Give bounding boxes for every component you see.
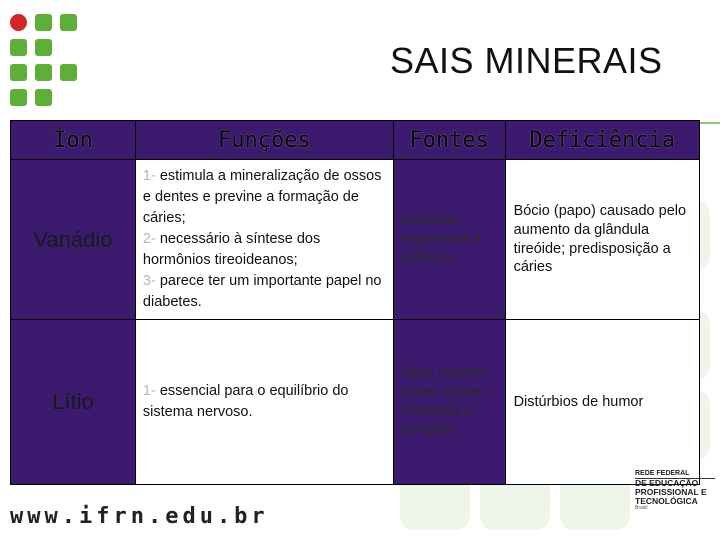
rede-federal-badge: REDE FEDERAL DE EDUCAÇÃO PROFISSIONAL E TECNOLÓGICA Brasil	[635, 470, 715, 511]
deficiency-cell: Bócio (papo) causado pelo aumento da glândula tireóide; predisposição a cáries	[505, 160, 699, 320]
functions-cell	[135, 160, 393, 320]
sources-cell: Água mineral, algas, couve, mostarda e gengibre	[393, 320, 505, 485]
table-row	[11, 160, 700, 320]
deficiency-cell: Distúrbios de humor	[505, 320, 699, 485]
ion-cell: Vanádio	[11, 160, 136, 320]
header-sources: Fontes	[393, 121, 505, 160]
ifrn-logo	[10, 14, 80, 110]
header-deficiency: Deficiência	[505, 121, 699, 160]
table-row	[11, 320, 700, 485]
ion-cell: Lítio	[11, 320, 136, 485]
logo-circle	[10, 14, 27, 31]
table-header-row	[11, 121, 700, 160]
function-item: 1- estimula a mineralização de ossos e dentes e previne a formação de cáries;	[142, 168, 382, 227]
function-item: 2- necessário à síntese dos hormônios tireoideanos;	[142, 231, 321, 269]
functions-cell	[135, 320, 393, 485]
slide-title: SAIS MINERAIS	[390, 40, 663, 81]
header-ion: Íon	[11, 121, 136, 160]
header-functions: Funções	[135, 121, 393, 160]
function-item: 1- essencial para o equilíbrio do sistema nervoso.	[142, 383, 349, 421]
minerals-table	[10, 120, 700, 485]
sources-cell: Mariscos, cogumelos e salsinha	[393, 160, 505, 320]
footer-url: www.ifrn.edu.br	[10, 504, 269, 529]
function-item: 3- parece ter um importante papel no diabetes.	[142, 273, 382, 311]
